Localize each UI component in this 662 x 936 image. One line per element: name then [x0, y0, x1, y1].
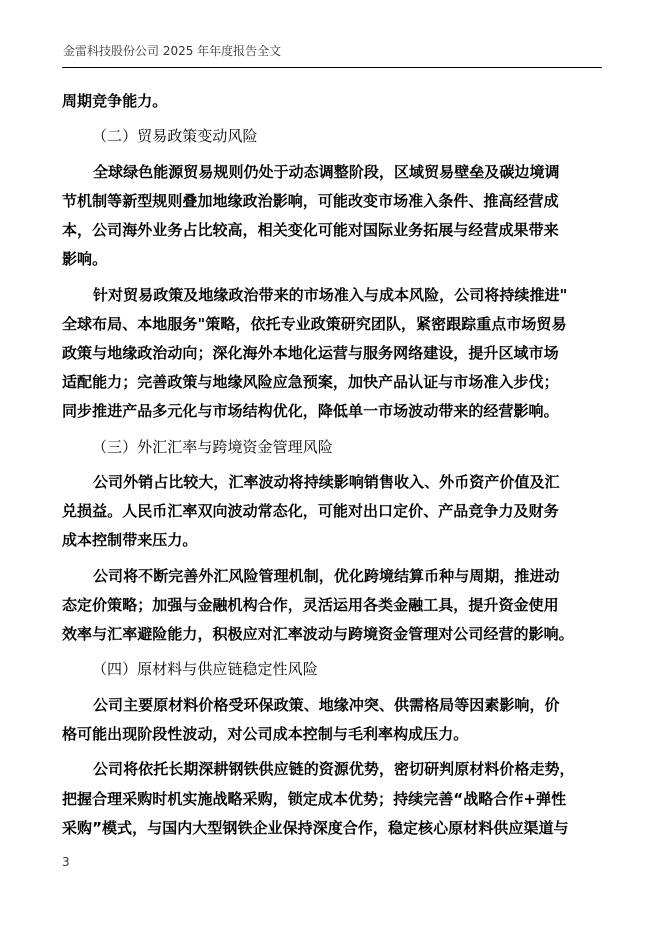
section-heading: （二）贸易政策变动风险	[92, 127, 258, 146]
text-line: 效率与汇率避险能力，积极应对汇率波动与跨境资金管理对公司经营的影响。	[62, 624, 574, 643]
text-line: 格可能出现阶段性波动，对公司成本控制与毛利率构成压力。	[62, 725, 469, 743]
section-heading: （三）外汇汇率与跨境资金管理风险	[92, 437, 333, 456]
text-line: 周期竞争能力。	[62, 92, 168, 110]
text-line: 公司将不断完善外汇风险管理机制，优化跨境结算币种与周期，推进动	[93, 566, 560, 585]
text-line: 全球布局、本地服务"策略，依托专业政策研究团队，紧密跟踪重点市场贸易	[62, 314, 567, 333]
text-line: 把握合理采购时机实施战略采购，锁定成本优势；持续完善“战略合作+弹性	[62, 789, 567, 808]
page-number: 3	[62, 855, 70, 869]
text-line: 适配能力；完善政策与地缘风险应急预案，加快产品认证与市场准入步伐；	[62, 373, 559, 392]
page-header: 金雷科技股份公司 2025 年年度报告全文	[63, 44, 282, 58]
text-line: 采购”模式，与国内大型钢铁企业保持深度合作，稳定核心原材料供应渠道与	[62, 818, 569, 837]
text-line: 影响。	[62, 250, 108, 269]
text-line: 全球绿色能源贸易规则仍处于动态调整阶段，区域贸易壁垒及碳边境调	[93, 162, 560, 181]
text-line: 公司主要原材料价格受环保政策、地缘冲突、供需格局等因素影响，价	[93, 695, 560, 714]
text-line: 针对贸易政策及地缘政治带来的市场准入与成本风险，公司将持续推进"	[93, 285, 568, 304]
text-line: 同步推进产品多元化与市场结构优化，降低单一市场波动带来的经营影响。	[62, 402, 559, 421]
section-heading: （四）原材料与供应链稳定性风险	[92, 660, 318, 679]
text-line: 兑损益。人民币汇率双向波动常态化，可能对出口定价、产品竞争力及财务	[62, 502, 559, 521]
document-body	[62, 87, 608, 843]
text-line: 节机制等新型规则叠加地缘政治影响，可能改变市场准入条件、推高经营成	[62, 192, 559, 211]
text-line: 成本控制带来压力。	[62, 531, 198, 550]
header-divider	[62, 67, 602, 68]
text-line: 公司外销占比较大，汇率波动将持续影响销售收入、外币资产价值及汇	[93, 473, 560, 492]
text-line: 政策与地缘政治动向；深化海外本地化运营与服务网络建设，提升区域市场	[62, 343, 559, 362]
text-line: 本，公司海外业务占比较高，相关变化可能对国际业务拓展与经营成果带来	[62, 221, 559, 240]
text-line: 公司将依托长期深耕钢铁供应链的资源优势，密切研判原材料价格走势，	[93, 760, 575, 779]
text-line: 态定价策略；加强与金融机构合作，灵活运用各类金融工具，提升资金使用	[62, 595, 559, 614]
